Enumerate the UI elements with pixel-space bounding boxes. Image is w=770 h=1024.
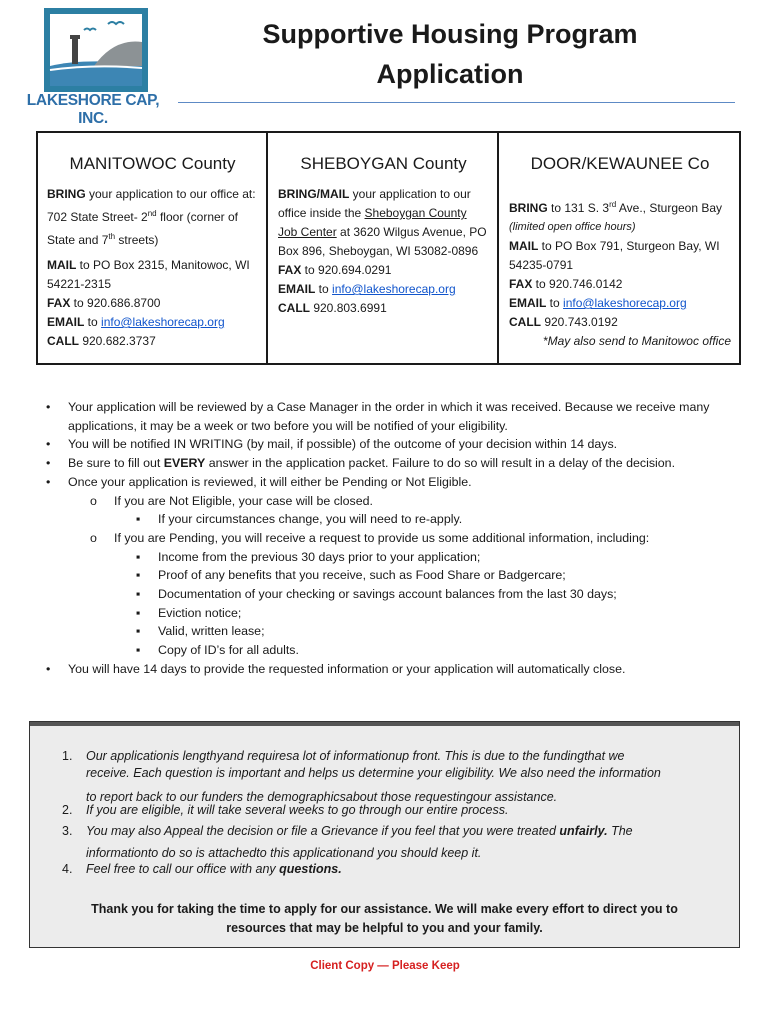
email-link[interactable]: info@lakeshorecap.org [332, 282, 456, 296]
important-notes-box [29, 721, 740, 948]
client-copy-label: Client Copy — Please Keep [310, 960, 460, 972]
office-door-kewaunee [499, 133, 739, 363]
bring-label: BRING/MAIL [278, 187, 350, 201]
bring-label: BRING [509, 201, 548, 215]
office-call [47, 332, 258, 351]
lakeshore-logo [18, 8, 168, 127]
call-label: CALL [509, 315, 541, 329]
call-text: 920.803.6991 [310, 301, 387, 315]
mail-text: to PO Box 791, Sturgeon Bay, WI 54235-0791 [509, 239, 720, 272]
note-4 [62, 861, 726, 878]
note-3 [62, 823, 726, 862]
instructions-list [46, 398, 726, 679]
office-name: SHEBOYGAN County [300, 154, 467, 173]
note-line [86, 861, 726, 878]
logo-text: LAKESHORE CAP, INC. [26, 92, 160, 127]
item-bold: EVERY [163, 456, 206, 471]
sub-sub-list-item: ▪ If your circumstances change, you will need to re-apply. [46, 510, 726, 529]
bring-sup: nd [147, 209, 157, 218]
fax-text: to 920.694.0291 [301, 263, 392, 277]
email-to: to [315, 282, 333, 296]
note-line: If you are eligible, it will take several weeks to go through our entire process. [86, 803, 509, 817]
email-to: to [546, 296, 564, 310]
sub-sub-list-item: ▪ Proof of any benefits that you receive, such as Food Share or Badgercare; [46, 566, 726, 585]
thanks-line: resources that may be helpful to you and your family. [226, 921, 543, 935]
note-line: to report back to our funders the demographicsabout those requestingour assistance. [86, 790, 558, 804]
bring-sup-2: th [108, 232, 116, 241]
bring-text-2: floor (corner of State and 7 [47, 210, 239, 247]
list-item: • Your application will be reviewed by a Case Manager in the order in which it was received. Because we receive many applications, it may be a week or two before you will be notified of your eligibility. [46, 398, 726, 435]
bring-text-2: at 3620 Wilgus Avenue, PO Box 896, Sheboygan, WI 53082-0896 [278, 225, 487, 258]
note-line [86, 823, 726, 840]
fax-label: FAX [47, 296, 71, 310]
sub-sub-list-item: ▪ Income from the previous 30 days prior to your application; [46, 548, 726, 567]
note-line: receive. Each question is important and helps us determine your eligibility. We also need the information [86, 766, 661, 780]
office-email [509, 294, 731, 313]
note-number: 3. [62, 824, 73, 838]
sub-list-item: o If you are Not Eligible, your case will be closed. [46, 492, 726, 511]
call-text: 920.743.0192 [541, 315, 618, 329]
office-name: MANITOWOC County [69, 154, 236, 173]
email-label: EMAIL [47, 315, 85, 329]
thank-you-message [30, 900, 739, 938]
email-label: EMAIL [278, 282, 316, 296]
fax-text: to 920.686.8700 [70, 296, 161, 310]
office-bring [47, 185, 258, 250]
office-email [47, 313, 258, 332]
office-mail [47, 256, 258, 294]
note-text: You may also Appeal the decision or file a Grievance if you feel that you were treated [86, 824, 560, 838]
bring-text: your application to our office inside the [278, 187, 471, 220]
sub-sub-list-item: ▪ Eviction notice; [46, 604, 726, 623]
sub-list-item: o If you are Pending, you will receive a request to provide us some additional information, including: [46, 529, 726, 548]
item-text: Be sure to fill out [68, 456, 164, 471]
item-text: answer in the application packet. Failure to do so will result in a delay of the decision. [205, 456, 676, 471]
office-hours-note: (limited open office hours) [509, 221, 636, 233]
office-mail [509, 237, 731, 275]
mail-label: MAIL [47, 258, 77, 272]
manitowoc-note: *May also send to Manitowoc office [542, 334, 731, 348]
thanks-line: Thank you for taking the time to apply for our assistance. We will make every effort to direct you to [91, 902, 678, 916]
office-sheboygan [268, 133, 499, 363]
fax-label: FAX [278, 263, 302, 277]
lighthouse-logo-icon [44, 8, 148, 92]
email-label: EMAIL [509, 296, 547, 310]
header-divider [178, 102, 735, 103]
mail-text: to PO Box 2315, Manitowoc, WI 54221-2315 [47, 258, 250, 291]
bring-text-3: streets) [115, 233, 159, 247]
sub-sub-list-item: ▪ Valid, written lease; [46, 622, 726, 641]
office-fax [47, 294, 258, 313]
office-name: DOOR/KEWAUNEE Co [530, 154, 710, 173]
title-line-2: Application [376, 59, 524, 89]
fax-text: to 920.746.0142 [532, 277, 623, 291]
office-bring [278, 185, 489, 261]
note-text: The [607, 824, 633, 838]
note-number: 1. [62, 749, 73, 763]
email-link[interactable]: info@lakeshorecap.org [563, 296, 687, 310]
job-center-name: Sheboygan County Job Center [278, 206, 467, 239]
office-fax [278, 261, 489, 280]
list-item [46, 454, 726, 473]
note-2 [62, 802, 726, 819]
note-text: Feel free to call our office with any [86, 862, 280, 876]
bring-label: BRING [47, 187, 86, 201]
office-bring [509, 195, 731, 218]
office-call [509, 313, 731, 332]
list-item: • You will have 14 days to provide the requested information or your application will automatically close. [46, 660, 726, 679]
list-item: • You will be notified IN WRITING (by mail, if possible) of the outcome of your decision within 14 days. [46, 435, 726, 454]
fax-label: FAX [509, 277, 533, 291]
mail-label: MAIL [509, 239, 539, 253]
bring-text: to 131 S. 3 [547, 201, 610, 215]
email-to: to [84, 315, 102, 329]
note-line: informationto do so is attachedto this applicationand you should keep it. [86, 846, 482, 860]
note-bold: questions. [279, 862, 342, 876]
email-link[interactable]: info@lakeshorecap.org [101, 315, 225, 329]
office-fax [509, 275, 731, 294]
note-bold: unfairly. [559, 824, 608, 838]
bring-text: your application to our office at: 702 State Street- 2 [47, 187, 256, 224]
sub-sub-list-item: ▪ Documentation of your checking or savings account balances from the last 30 days; [46, 585, 726, 604]
call-label: CALL [47, 334, 79, 348]
title-line-1: Supportive Housing Program [262, 19, 638, 49]
page-title [180, 14, 720, 94]
call-text: 920.682.3737 [79, 334, 156, 348]
sub-sub-list-item: ▪ Copy of ID’s for all adults. [46, 641, 726, 660]
note-number: 4. [62, 862, 73, 876]
office-call [278, 299, 489, 318]
bring-text-2: Ave., Sturgeon Bay [616, 201, 723, 215]
bring-sup: rd [609, 200, 617, 209]
office-locations-table [36, 131, 741, 365]
list-item: • Once your application is reviewed, it will either be Pending or Not Eligible. [46, 473, 726, 492]
office-manitowoc [38, 133, 268, 363]
office-email [278, 280, 489, 299]
note-number: 2. [62, 803, 73, 817]
note-1 [62, 748, 726, 806]
call-label: CALL [278, 301, 310, 315]
note-line: Our applicationis lengthyand requiresa lot of informationup front. This is due to the fundingthat we [86, 749, 625, 763]
